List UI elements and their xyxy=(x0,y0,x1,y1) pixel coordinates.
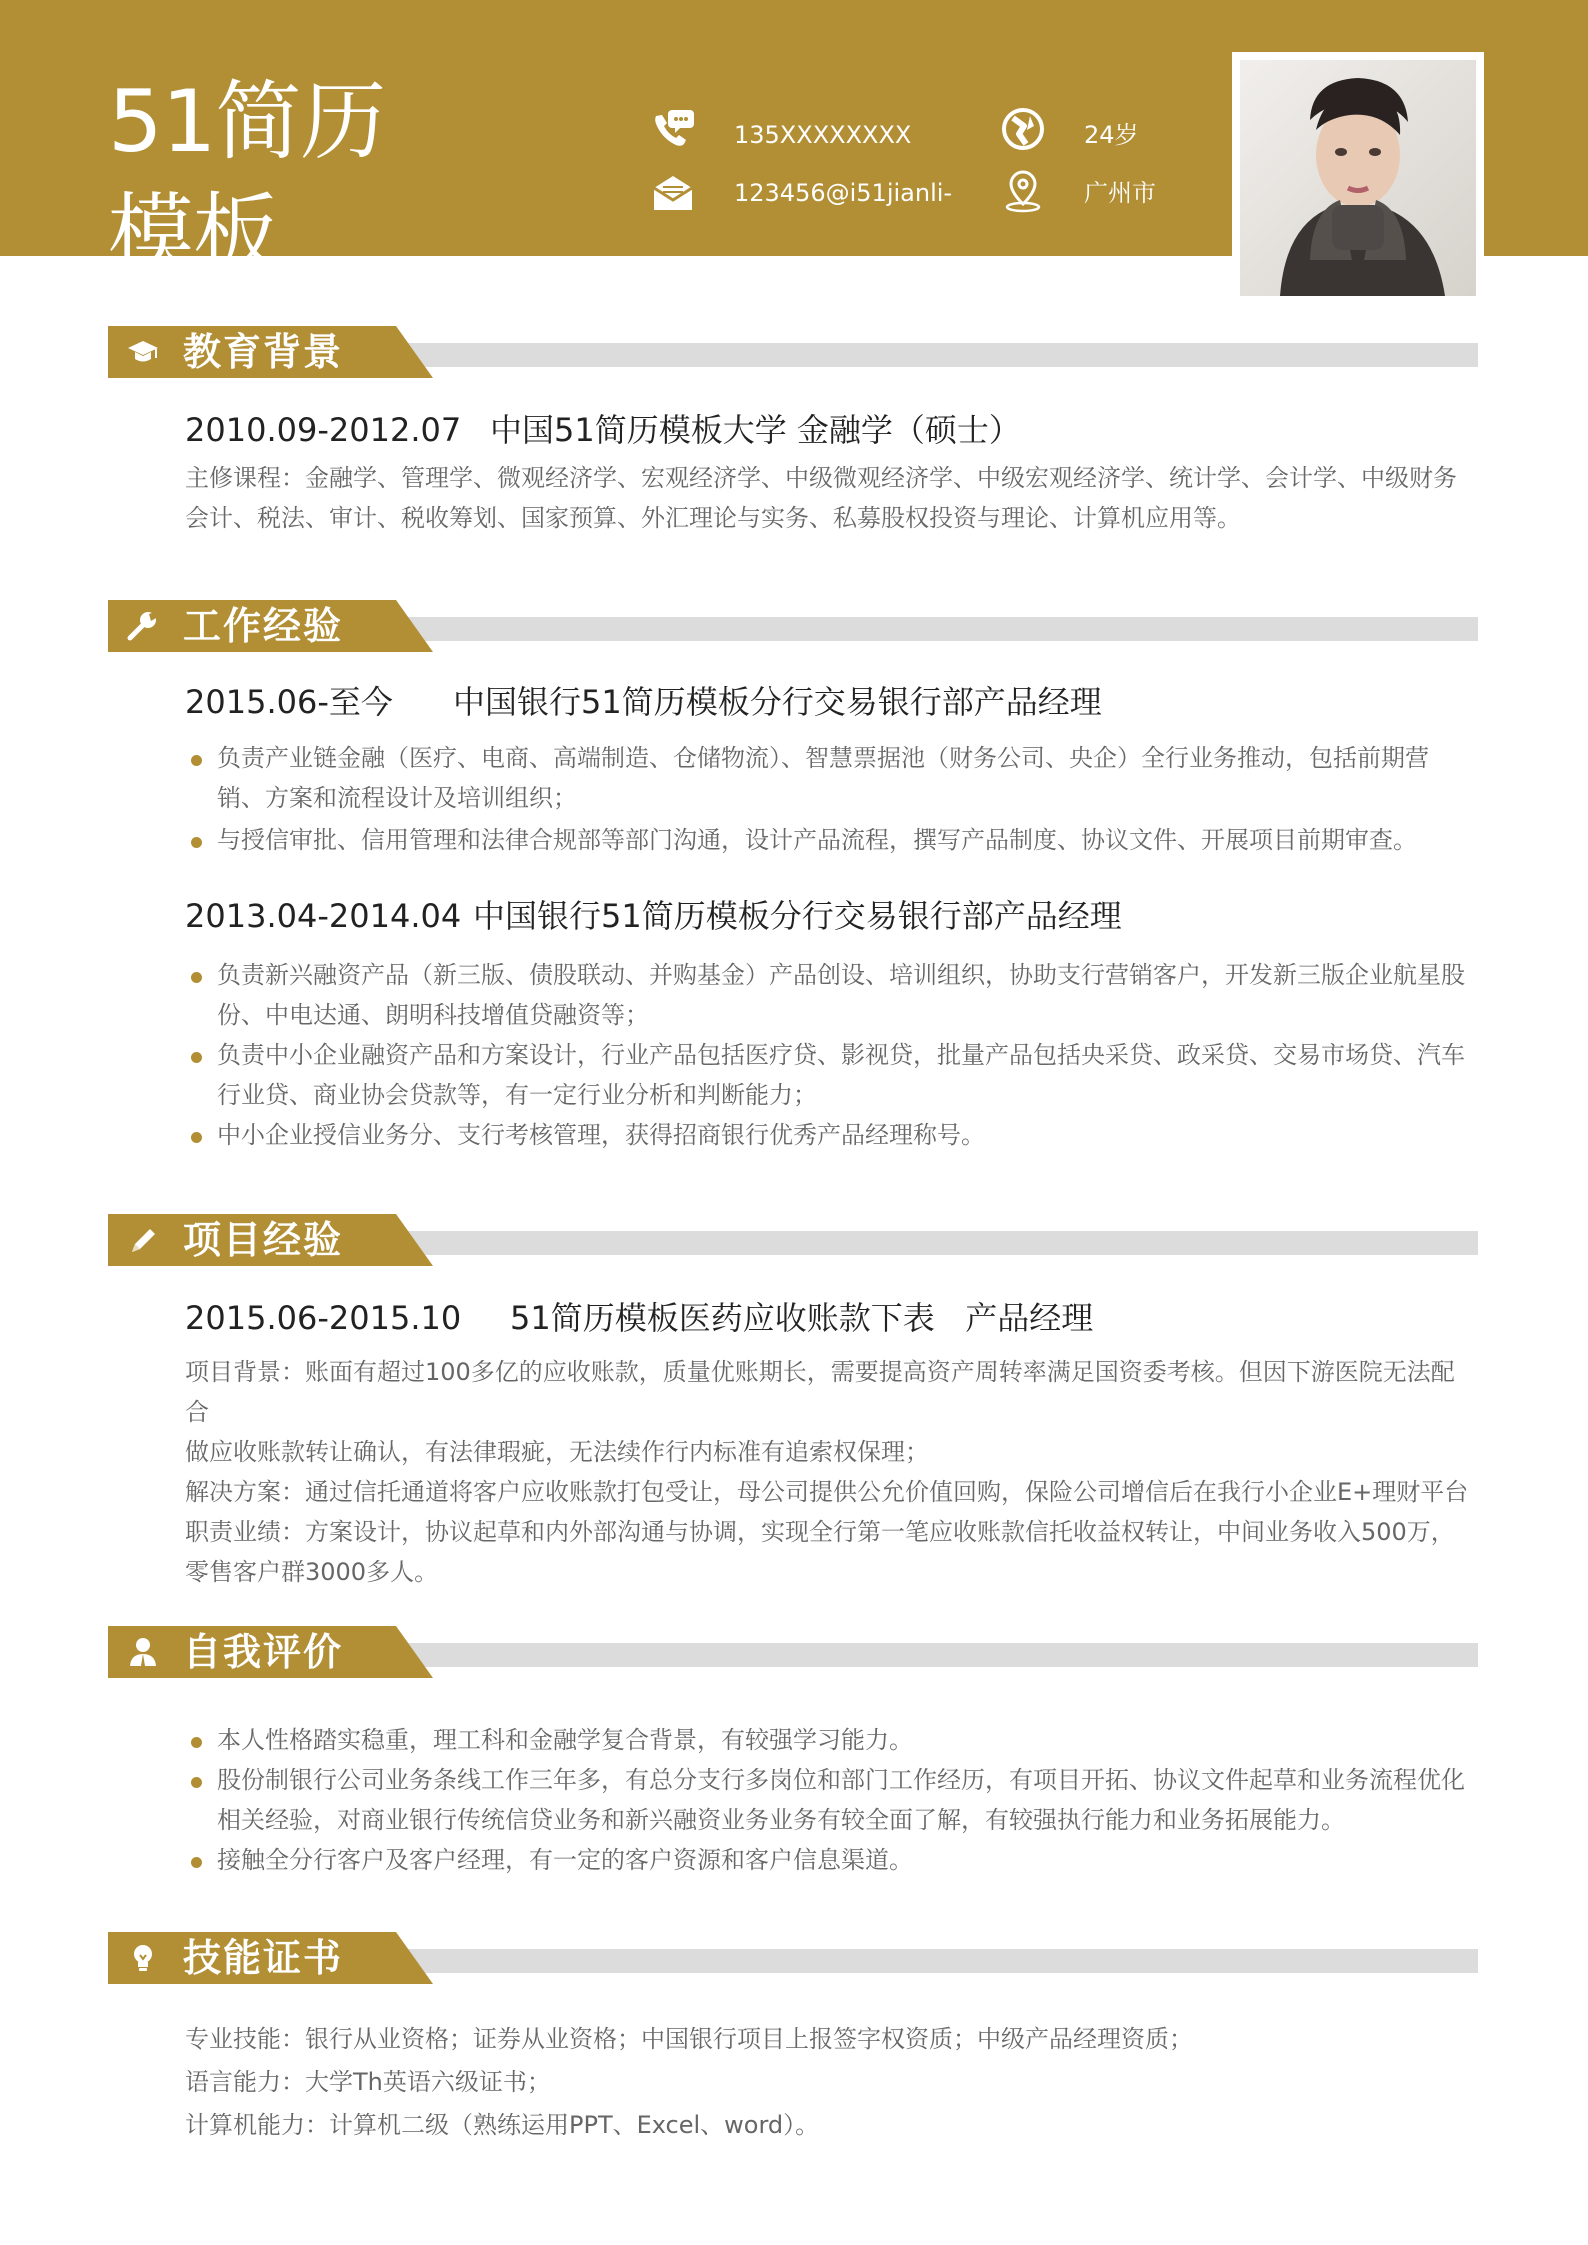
project-details xyxy=(185,1352,1475,1592)
bullet-dot xyxy=(191,972,202,983)
project-line: 职责业绩：方案设计，协议起草和内外部沟通与协调，实现全行第一笔应收账款信托收益权转让，中间业务收入500万， xyxy=(185,1518,1455,1546)
entry-date: 2010.09-2012.07 xyxy=(185,411,462,449)
age-icon xyxy=(1000,106,1046,152)
phone-text: 135XXXXXXXX xyxy=(734,121,912,149)
age-text: 24岁 xyxy=(1084,121,1139,149)
work-2-bullets xyxy=(185,955,1475,1155)
entry-date: 2013.04-2014.04 xyxy=(185,897,462,935)
section-divider xyxy=(408,1231,1478,1255)
entry-org: 中国51简历模板大学 金融学（硕士） xyxy=(490,411,1021,449)
bullet-item: 负责中小企业融资产品和方案设计，行业产品包括医疗贷、影视贷，批量产品包括央采贷、政采贷、交易市场贷、汽车行业贷、商业协会贷款等，有一定行业分析和判断能力； xyxy=(185,1035,1475,1115)
project-line: 项目背景：账面有超过100多亿的应收账款，质量优账期长，需要提高资产周转率满足国资委考核。但因下游医院无法配合 xyxy=(185,1358,1455,1426)
section-title: 自我评价 xyxy=(183,1630,344,1674)
bullet-item: 本人性格踏实稳重，理工科和金融学复合背景，有较强学习能力。 xyxy=(185,1720,1475,1760)
bullet-item: 接触全分行客户及客户经理，有一定的客户资源和客户信息渠道。 xyxy=(185,1840,1475,1880)
profile-photo xyxy=(1240,60,1476,296)
email-icon xyxy=(650,170,696,216)
location-icon xyxy=(1000,168,1046,214)
resume-name: 51简历模板 xyxy=(108,72,386,284)
section-title: 教育背景 xyxy=(183,330,344,374)
section-divider xyxy=(408,343,1478,367)
entry-org: 中国银行51简历模板分行交易银行部产品经理 xyxy=(473,897,1122,935)
project-section-header xyxy=(108,1214,1478,1266)
bullet-dot xyxy=(191,1052,202,1063)
bullet-dot xyxy=(191,1857,202,1868)
lightbulb-icon xyxy=(126,1942,160,1974)
bullet-item: 负责产业链金融（医疗、电商、高端制造、仓储物流）、智慧票据池（财务公司、央企）全行业务推动，包括前期营销、方案和流程设计及培训组织； xyxy=(185,738,1475,818)
pencil-icon xyxy=(126,1224,160,1256)
city-text: 广州市 xyxy=(1084,179,1156,207)
work-entry-1 xyxy=(185,682,1102,722)
skills-line: 专业技能：银行从业资格；证券从业资格；中国银行项目上报签字权资质；中级产品经理资质； xyxy=(185,2025,1193,2053)
bullet-dot xyxy=(191,1777,202,1788)
entry-date: 2015.06-至今 xyxy=(185,683,393,721)
self-section-header xyxy=(108,1626,1478,1678)
bullet-dot xyxy=(191,837,202,848)
section-title: 项目经验 xyxy=(183,1218,344,1262)
bullet-dot xyxy=(191,755,202,766)
phone-chat-icon xyxy=(650,106,696,152)
project-line: 做应收账款转让确认，有法律瑕疵，无法续作行内标准有追索权保理； xyxy=(185,1438,929,1466)
section-divider xyxy=(408,1949,1478,1973)
bullet-item: 与授信审批、信用管理和法律合规部等部门沟通，设计产品流程，撰写产品制度、协议文件、开展项目前期审查。 xyxy=(185,820,1475,860)
skills-section-header xyxy=(108,1932,1478,1984)
education-entry xyxy=(185,410,1021,450)
work-1-bullets xyxy=(185,738,1475,860)
education-section-header xyxy=(108,326,1478,378)
self-bullets xyxy=(185,1720,1475,1880)
skills-line: 语言能力：大学Th英语六级证书； xyxy=(185,2068,551,2096)
section-divider xyxy=(408,617,1478,641)
graduation-cap-icon xyxy=(126,336,160,368)
section-title: 技能证书 xyxy=(183,1936,344,1980)
project-entry xyxy=(185,1298,1094,1338)
skills-line: 计算机能力：计算机二级（熟练运用PPT、Excel、word）。 xyxy=(185,2111,820,2139)
entry-org: 51简历模板医药应收账款下表 产品经理 xyxy=(510,1299,1094,1337)
person-icon xyxy=(126,1636,160,1668)
bullet-dot xyxy=(191,1132,202,1143)
skills-details xyxy=(185,2018,1475,2147)
section-divider xyxy=(408,1643,1478,1667)
email-text: 123456@i51jianli- xyxy=(734,179,953,207)
bullet-dot xyxy=(191,1737,202,1748)
project-line: 零售客户群3000多人。 xyxy=(185,1558,439,1586)
education-courses: 主修课程：金融学、管理学、微观经济学、宏观经济学、中级微观经济学、中级宏观经济学、统计学、会计学、中级财务会计、税法、审计、税收筹划、国家预算、外汇理论与实务、私募股权投资与理论、计算机应用等。 xyxy=(185,464,1457,532)
entry-org: 中国银行51简历模板分行交易银行部产品经理 xyxy=(453,683,1102,721)
bullet-item: 中小企业授信业务分、支行考核管理，获得招商银行优秀产品经理称号。 xyxy=(185,1115,1475,1155)
entry-date: 2015.06-2015.10 xyxy=(185,1299,462,1337)
section-title: 工作经验 xyxy=(183,604,344,648)
bullet-item: 股份制银行公司业务条线工作三年多，有总分支行多岗位和部门工作经历，有项目开拓、协议文件起草和业务流程优化相关经验，对商业银行传统信贷业务和新兴融资业务业务有较全面了解，有较强执行能力和业务拓展能力。 xyxy=(185,1760,1475,1840)
work-entry-2 xyxy=(185,896,1122,936)
wrench-icon xyxy=(126,610,160,642)
work-section-header xyxy=(108,600,1478,652)
project-line: 解决方案：通过信托通道将客户应收账款打包受让，母公司提供公允价值回购，保险公司增信后在我行小企业E+理财平台 xyxy=(185,1478,1469,1506)
bullet-item: 负责新兴融资产品（新三版、债股联动、并购基金）产品创设、培训组织，协助支行营销客户，开发新三版企业航星股份、中电达通、朗明科技增值贷融资等； xyxy=(185,955,1475,1035)
